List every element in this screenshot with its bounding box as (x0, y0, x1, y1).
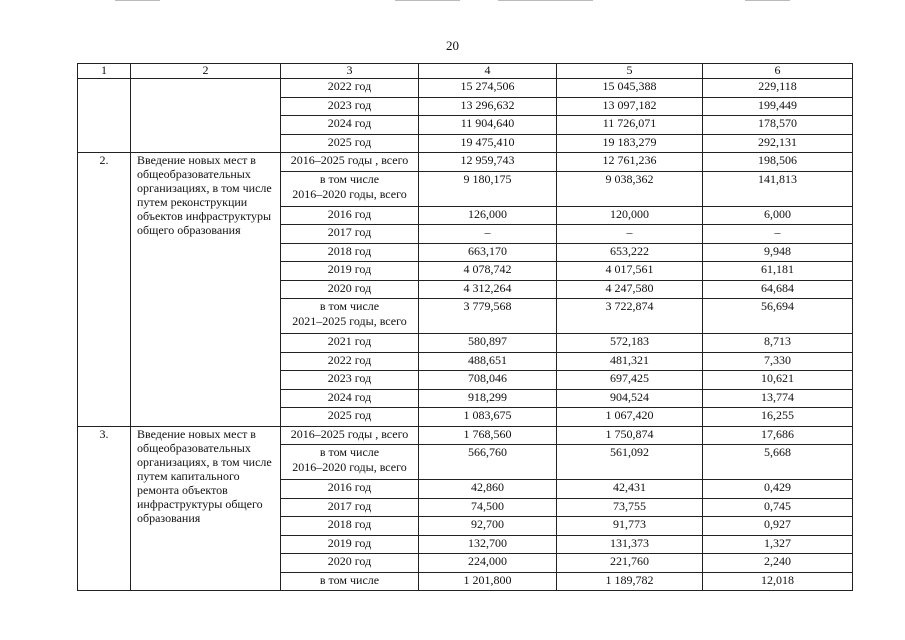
period-cell (281, 243, 419, 262)
total-value: – (419, 225, 557, 244)
period-cell (281, 171, 419, 206)
top-edge-line-right (498, 0, 593, 1)
total-value: 566,760 (419, 445, 557, 480)
item-name: Введение новых мест в общеобразовательных организациях, в том числе путем капитального ремонта объектов инфраструктуры общего образования (131, 426, 281, 591)
period-label: 2025 год (327, 134, 372, 149)
period-label: 2016–2025 годы , всего (290, 153, 409, 167)
regional-value: 178,570 (703, 116, 853, 135)
top-edge-line-far (745, 0, 790, 1)
regional-value: 8,713 (703, 334, 853, 353)
federal-value: 120,000 (557, 206, 703, 225)
federal-value: – (557, 225, 703, 244)
federal-value: 73,755 (557, 498, 703, 517)
period-label: в том числе (319, 572, 380, 587)
table-row (78, 79, 853, 98)
item-number: 3. (78, 426, 131, 591)
federal-value: 13 097,182 (557, 97, 703, 116)
federal-value: 91,773 (557, 517, 703, 536)
period-label: 2020 год (327, 280, 372, 295)
total-value: 132,700 (419, 535, 557, 554)
total-value: 19 475,410 (419, 134, 557, 153)
total-value: 580,897 (419, 334, 557, 353)
regional-value: 229,118 (703, 79, 853, 98)
total-value: 9 180,175 (419, 171, 557, 206)
regional-value: 199,449 (703, 97, 853, 116)
period-label: 2024 год (327, 389, 372, 404)
federal-value: 3 722,874 (557, 299, 703, 334)
period-cell (281, 445, 419, 480)
period-cell (281, 554, 419, 573)
total-value: 4 078,742 (419, 262, 557, 281)
period-label: в том числе (319, 299, 380, 313)
budget-table-body (78, 64, 853, 591)
period-label: 2018 год (327, 517, 372, 531)
federal-value: 15 045,388 (557, 79, 703, 98)
item-name (131, 79, 281, 153)
regional-value: 10,621 (703, 371, 853, 390)
period-label: 2017 год (327, 225, 372, 239)
header-cell-6: 6 (703, 64, 853, 79)
table-row (78, 426, 853, 445)
total-value: 663,170 (419, 243, 557, 262)
period-cell (281, 371, 419, 390)
total-value: 3 779,568 (419, 299, 557, 334)
regional-value: 5,668 (703, 445, 853, 480)
total-value: 11 904,640 (419, 116, 557, 135)
regional-value: 198,506 (703, 153, 853, 172)
regional-value: 0,745 (703, 498, 853, 517)
header-cell-3: 3 (281, 64, 419, 79)
period-label: 2024 год (327, 116, 372, 130)
period-cell (281, 480, 419, 499)
total-value: 1 083,675 (419, 408, 557, 427)
regional-value: 9,948 (703, 243, 853, 262)
period-cell (281, 153, 419, 172)
period-label: 2016 год (327, 480, 372, 494)
header-row (78, 64, 853, 79)
federal-value: 12 761,236 (557, 153, 703, 172)
total-value: 126,000 (419, 206, 557, 225)
period-cell (281, 408, 419, 427)
regional-value: 64,684 (703, 280, 853, 299)
regional-value: 61,181 (703, 262, 853, 281)
period-cell (281, 134, 419, 153)
regional-value: 292,131 (703, 134, 853, 153)
regional-value: 1,327 (703, 535, 853, 554)
total-value: 13 296,632 (419, 97, 557, 116)
period-cell (281, 426, 419, 445)
regional-value: 0,927 (703, 517, 853, 536)
federal-value: 221,760 (557, 554, 703, 573)
total-value: 488,651 (419, 352, 557, 371)
period-label: 2019 год (327, 262, 372, 276)
period-label: 2020 год (327, 554, 372, 568)
total-value: 1 201,800 (419, 572, 557, 591)
period-label: 2017 год (327, 498, 372, 513)
federal-value: 42,431 (557, 480, 703, 499)
federal-value: 131,373 (557, 535, 703, 554)
total-value: 92,700 (419, 517, 557, 536)
budget-table (77, 63, 853, 591)
header-cell-4: 4 (419, 64, 557, 79)
period-label: 2019 год (327, 535, 372, 550)
header-cell-1: 1 (78, 64, 131, 79)
period-cell (281, 280, 419, 299)
federal-value: 1 750,874 (557, 426, 703, 445)
regional-value: 6,000 (703, 206, 853, 225)
total-value: 918,299 (419, 389, 557, 408)
regional-value: 141,813 (703, 171, 853, 206)
period-cell (281, 79, 419, 98)
federal-value: 4 017,561 (557, 262, 703, 281)
period-label: 2016 год (327, 206, 372, 221)
total-value: 12 959,743 (419, 153, 557, 172)
total-value: 74,500 (419, 498, 557, 517)
period-label: 2018 год (327, 243, 372, 258)
total-value: 15 274,506 (419, 79, 557, 98)
regional-value: 0,429 (703, 480, 853, 499)
total-value: 4 312,264 (419, 280, 557, 299)
regional-value: – (703, 225, 853, 244)
period-cell (281, 299, 419, 334)
item-number: 2. (78, 153, 131, 427)
federal-value: 1 189,782 (557, 572, 703, 591)
period-cell (281, 97, 419, 116)
federal-value: 4 247,580 (557, 280, 703, 299)
federal-value: 9 038,362 (557, 171, 703, 206)
header-cell-2: 2 (131, 64, 281, 79)
period-label: в том числе (319, 171, 380, 186)
period-cell (281, 389, 419, 408)
page-number: 20 (446, 38, 459, 53)
federal-value: 19 183,279 (557, 134, 703, 153)
regional-value: 7,330 (703, 352, 853, 371)
period-label: 2016–2025 годы , всего (290, 426, 409, 441)
federal-value: 653,222 (557, 243, 703, 262)
period-sublabel: 2016–2020 годы, всего (292, 186, 407, 201)
period-cell (281, 517, 419, 536)
period-sublabel: 2016–2020 годы, всего (292, 460, 407, 474)
total-value: 708,046 (419, 371, 557, 390)
period-cell (281, 225, 419, 244)
total-value: 224,000 (419, 554, 557, 573)
federal-value: 11 726,071 (557, 116, 703, 135)
regional-value: 56,694 (703, 299, 853, 334)
period-label: 2021 год (327, 334, 372, 348)
top-edge-line-mid (395, 0, 460, 1)
regional-value: 17,686 (703, 426, 853, 445)
period-sublabel: 2021–2025 годы, всего (292, 314, 407, 328)
period-label: 2025 год (327, 408, 372, 422)
federal-value: 697,425 (557, 371, 703, 390)
federal-value: 561,092 (557, 445, 703, 480)
top-edge-line-left (115, 0, 160, 1)
regional-value: 12,018 (703, 572, 853, 591)
period-label: 2022 год (327, 79, 372, 93)
period-cell (281, 352, 419, 371)
table-row (78, 153, 853, 172)
item-number (78, 79, 131, 153)
regional-value: 2,240 (703, 554, 853, 573)
federal-value: 572,183 (557, 334, 703, 353)
federal-value: 904,524 (557, 389, 703, 408)
period-label: в том числе (319, 445, 380, 459)
period-cell (281, 116, 419, 135)
total-value: 1 768,560 (419, 426, 557, 445)
regional-value: 16,255 (703, 408, 853, 427)
period-cell (281, 262, 419, 281)
item-name: Введение новых мест в общеобразовательных организациях, в том числе путем реконструкции объектов инфраструктуры общего образования (131, 153, 281, 427)
period-label: 2022 год (327, 352, 372, 367)
period-cell (281, 206, 419, 225)
period-label: 2023 год (327, 371, 372, 385)
federal-value: 481,321 (557, 352, 703, 371)
period-cell (281, 572, 419, 591)
period-cell (281, 334, 419, 353)
regional-value: 13,774 (703, 389, 853, 408)
period-label: 2023 год (327, 97, 372, 112)
header-cell-5: 5 (557, 64, 703, 79)
period-cell (281, 535, 419, 554)
total-value: 42,860 (419, 480, 557, 499)
period-cell (281, 498, 419, 517)
federal-value: 1 067,420 (557, 408, 703, 427)
